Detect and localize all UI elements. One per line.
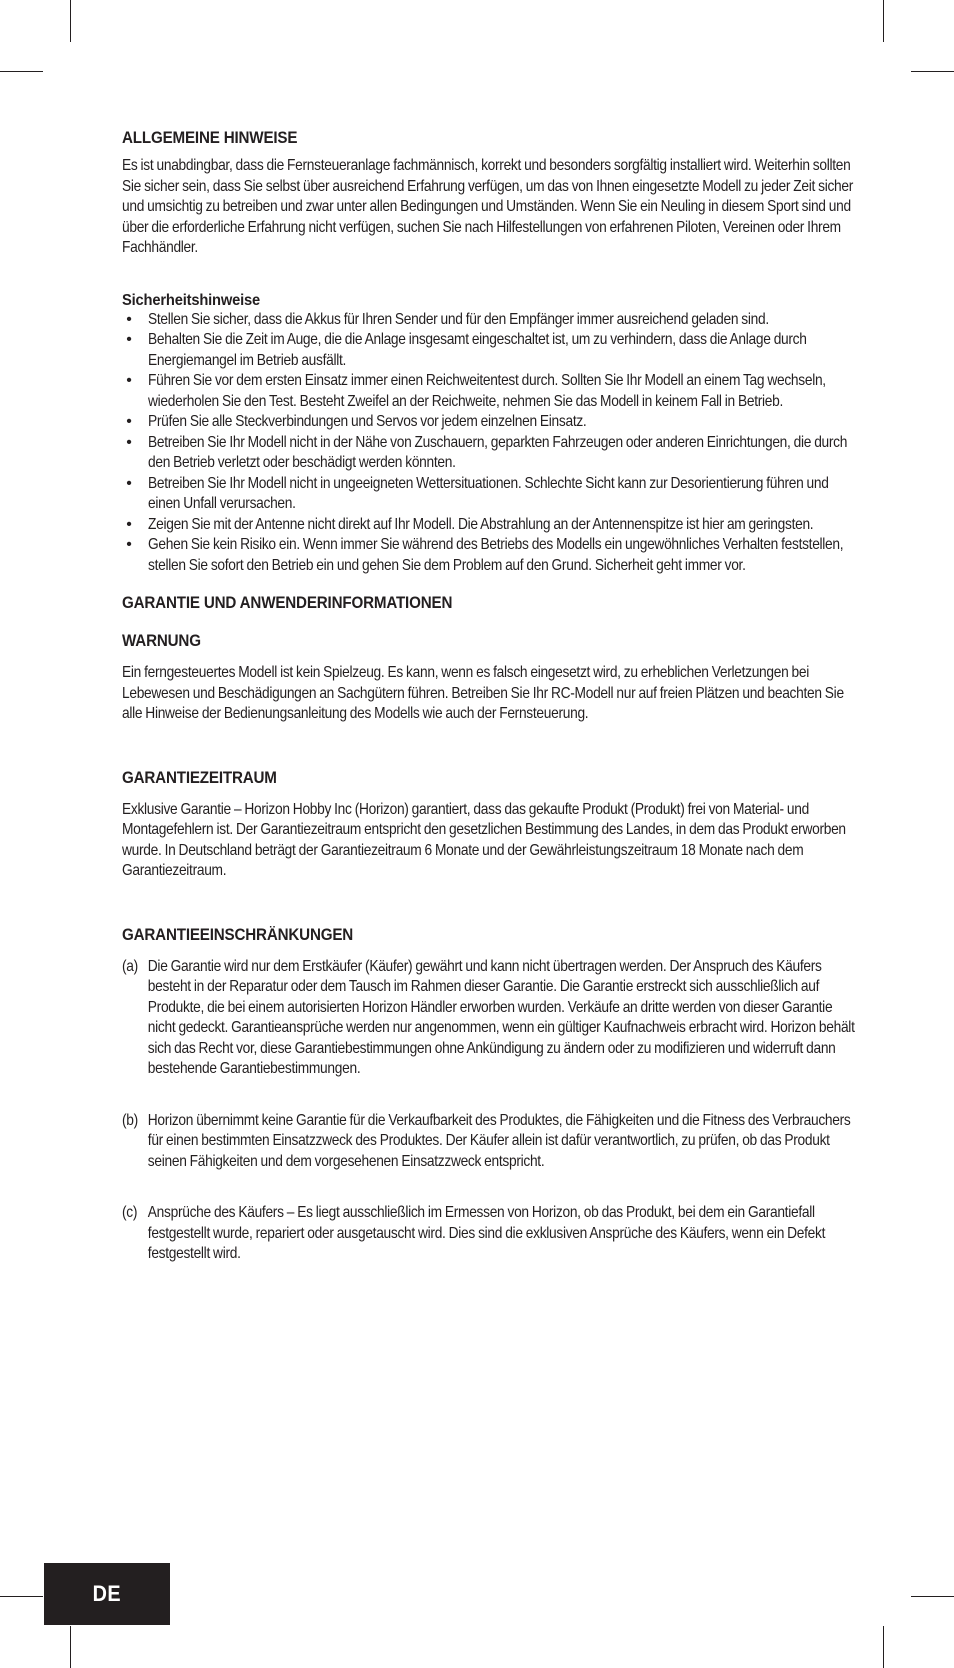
paragraph-garantiezeitraum: Exklusive Garantie – Horizon Hobby Inc (Horizon) garantiert, dass das gekaufte Produkt (Produkt) frei von Material- und Montagefehlern ist. Der Garantiezeitraum entspricht den gesetzlichen Bestimmung des Landes, in dem das Produkt erworben wurde. In Deutschland beträgt der Garantiezeitraum 6 Monate und der Gewährleistungszeitraum 18 Monate nach dem Garantiezeitraum. bbox=[122, 800, 846, 879]
list-item: • Betreiben Sie Ihr Modell nicht in ungeeigneten Wettersituationen. Schlechte Sicht kann zur Desorientierung führen und einen Unfall verursachen. bbox=[122, 474, 852, 515]
list-item: (a) Die Garantie wird nur dem Erstkäufer (Käufer) gewährt und kann nicht übertragen werden. Der Anspruch des Käufers besteht in der Reparatur oder dem Tausch im Rahmen dieser Garantie. Die Garantie erstreckt sich ausschließlich auf Produkte, die bei einem autorisierten Horizon Händler erworben wurden. Verkäufe an dritte werden von dieser Garantie nicht gedeckt. Garantieansprüche werden nur angenommen, wenn ein gültiger Kaufnachweis erbracht wird. Horizon behält sich das Recht vor, diese Garantiebestimmungen ohne Ankündigung zu ändern oder zu modifizieren und widerruft dann bestehende Garantiebestimmungen. bbox=[122, 957, 855, 1077]
paragraph-warnung: Ein ferngesteuertes Modell ist kein Spielzeug. Es kann, wenn es falsch eingesetzt wird, zu erheblichen Verletzungen bei Lebewesen und Beschädigungen an Sachgütern führen. Betreiben Sie Ihr RC-Modell nur auf freien Plätzen und beachten Sie alle Hinweise der Bedienungsanleitung des Modells wie auch der Fernsteuerung. bbox=[122, 664, 844, 722]
item-label: (a) bbox=[122, 957, 138, 975]
list-item: (b) Horizon übernimmt keine Garantie für die Verkaufbarkeit des Produktes, die Fähigkeiten und die Fitness des Verbrauchers für einen bestimmten Einsatzzweck des Produktes. Der Käufer allein ist dafür verantwortlich, zu prüfen, ob das Produkt seinen Fähigkeiten und dem vorgesehenen Einsatzzweck entspricht. bbox=[122, 1111, 851, 1170]
heading-warnung: WARNUNG bbox=[122, 632, 201, 650]
crop-mark-bottom-right-horizontal bbox=[911, 1596, 954, 1597]
bullet-icon: • bbox=[126, 413, 132, 430]
safety-list bbox=[122, 310, 852, 577]
bullet-icon: • bbox=[126, 372, 132, 389]
bullet-icon: • bbox=[126, 310, 132, 328]
heading-garantiezeitraum: GARANTIEZEITRAUM bbox=[122, 768, 277, 787]
list-item: • Zeigen Sie mit der Antenne nicht direkt auf Ihr Modell. Die Abstrahlung an der Antennenspitze ist hier am geringsten. bbox=[122, 515, 852, 536]
list-item: (c) Ansprüche des Käufers – Es liegt ausschließlich im Ermessen von Horizon, ob das Produkt, bei dem ein Garantiefall festgestellt wurde, repariert oder ausgetauscht wird. Dies sind die exklusiven Ansprüche des Käufers, wenn ein Defekt festgestellt wird. bbox=[122, 1204, 826, 1262]
list-item: • Betreiben Sie Ihr Modell nicht in der Nähe von Zuschauern, geparkten Fahrzeugen oder anderen Einrichtungen, die durch den Betrieb verletzt oder beschädigt werden könnten. bbox=[122, 433, 852, 474]
crop-mark-bottom-left-horizontal bbox=[0, 1596, 43, 1597]
language-tab-label: DE bbox=[92, 1581, 122, 1606]
bullet-icon: • bbox=[126, 515, 132, 533]
crop-mark-top-right-horizontal bbox=[911, 71, 954, 72]
list-item: • Führen Sie vor dem ersten Einsatz immer einen Reichweitentest durch. Sollten Sie Ihr Modell an einem Tag wechseln, wiederholen Sie den Test. Besteht Zweifel an der Reichweite, nehmen Sie das Modell in keinem Fall in Betrieb. bbox=[122, 371, 852, 412]
crop-mark-bottom-right-vertical bbox=[883, 1626, 884, 1668]
list-item: • Stellen Sie sicher, dass die Akkus für Ihren Sender und für den Empfänger immer ausreichend geladen sind. bbox=[122, 310, 852, 331]
language-tab bbox=[44, 1563, 170, 1625]
item-label: (b) bbox=[122, 1111, 138, 1129]
heading-garantie-anwenderinformationen: GARANTIE UND ANWENDERINFORMATIONEN bbox=[122, 594, 453, 612]
heading-garantieeinschraenkungen: GARANTIEEINSCHRÄNKUNGEN bbox=[122, 925, 354, 944]
bullet-icon: • bbox=[126, 536, 132, 553]
crop-mark-top-left-horizontal bbox=[0, 71, 43, 72]
heading-sicherheitshinweise: Sicherheitshinweise bbox=[122, 291, 261, 309]
list-item: • Gehen Sie kein Risiko ein. Wenn immer Sie während des Betriebs des Modells ein ungewöhnliches Verhalten feststellen, stellen Sie sofort den Betrieb ein und gehen Sie dem Problem auf den Grund. Sicherheit geht immer vor. bbox=[122, 535, 852, 576]
bullet-icon: • bbox=[126, 433, 132, 451]
item-label: (c) bbox=[122, 1204, 138, 1221]
paragraph-allgemeine-hinweise: Es ist unabdingbar, dass die Fernsteueranlage fachmännisch, korrekt und besonders sorgfältig installiert wird. Weiterhin sollten Sie sicher sein, dass Sie selbst über ausreichend Erfahrung verfügen, um das von Ihnen eingesetzte Modell zu jeder Zeit sicher und umsichtig zu betreiben und zwar unter allen Bedingungen und Umständen. Wenn Sie ein Neuling in diesem Sport sind und über die erforderliche Erfahrung nicht verfügen, suchen Sie nach Hilfestellungen von erfahrenen Piloten, Vereinen oder Ihrem Fachhändler. bbox=[122, 157, 854, 256]
crop-mark-bottom-left-vertical bbox=[70, 1626, 71, 1668]
heading-allgemeine-hinweise: ALLGEMEINE HINWEISE bbox=[122, 129, 298, 147]
list-item: • Behalten Sie die Zeit im Auge, die die Anlage insgesamt eingeschaltet ist, um zu verhindern, dass die Anlage durch Energiemangel im Betrieb ausfällt. bbox=[122, 330, 852, 371]
bullet-icon: • bbox=[126, 331, 132, 348]
crop-mark-top-left-vertical bbox=[70, 0, 71, 42]
bullet-icon: • bbox=[126, 474, 132, 492]
crop-mark-top-right-vertical bbox=[883, 0, 884, 42]
document-content bbox=[122, 128, 855, 1265]
list-item: • Prüfen Sie alle Steckverbindungen und Servos vor jedem einzelnen Einsatz. bbox=[122, 412, 852, 433]
